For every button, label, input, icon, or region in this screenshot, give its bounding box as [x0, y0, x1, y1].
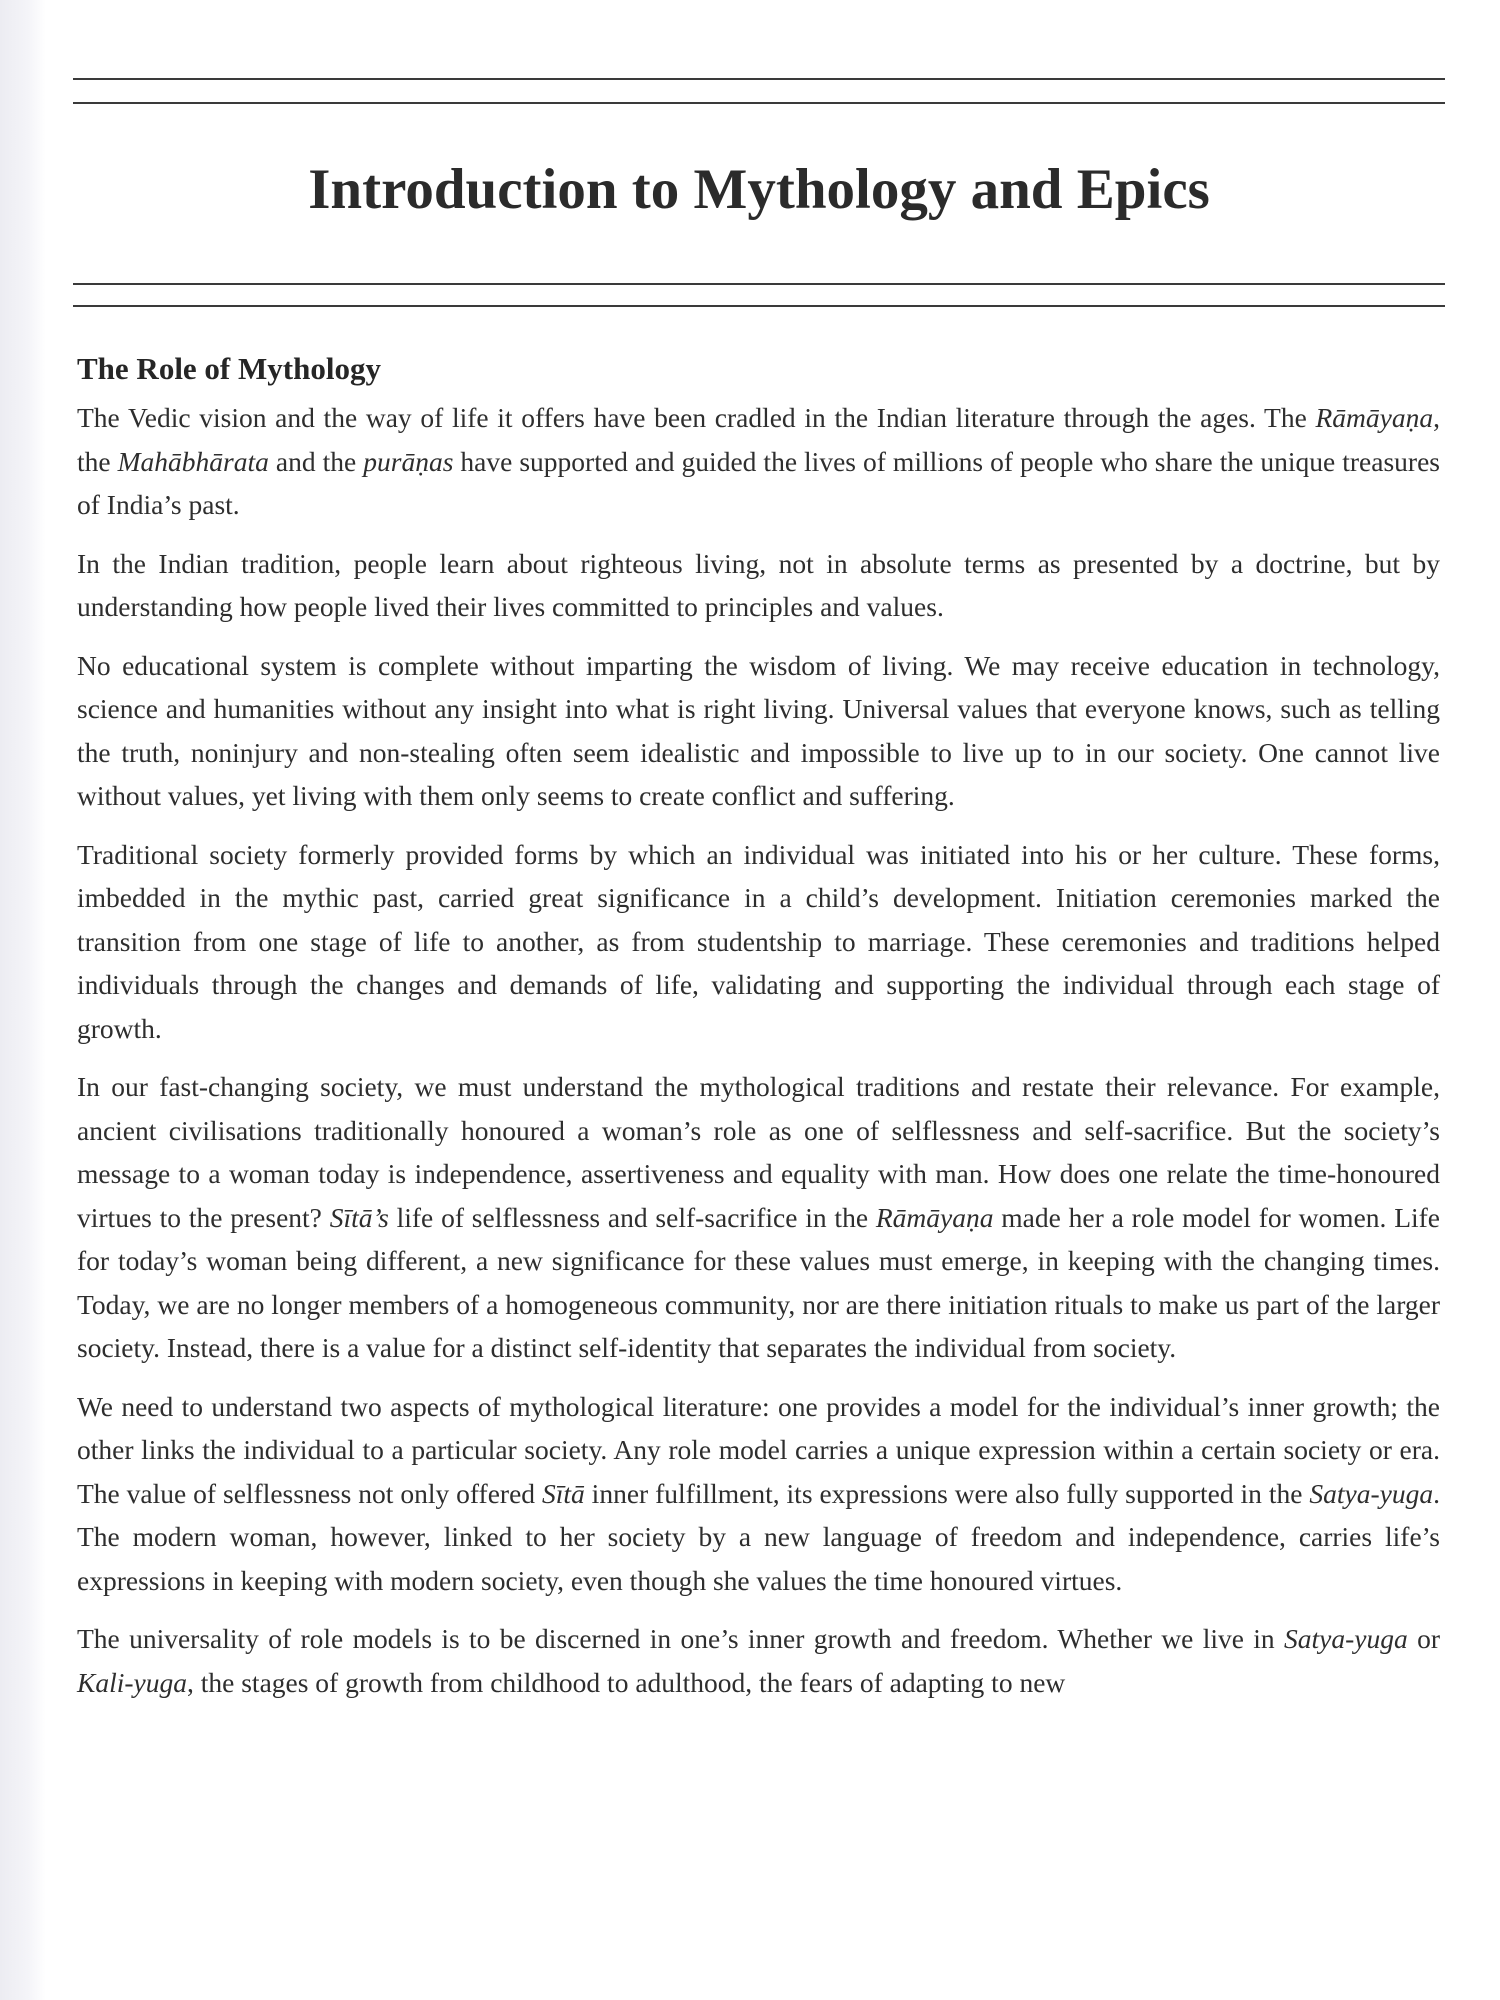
body-paragraph: [77, 396, 1440, 527]
italic-term: Sītā: [541, 1477, 585, 1509]
text-segment: inner fulfillment, its expressions were also fully supported in the: [584, 1477, 1310, 1509]
top-rule-lower: [73, 102, 1445, 104]
italic-term: Rāmāyaṇa: [1315, 402, 1434, 433]
body-paragraph: [77, 1065, 1440, 1370]
text-segment: No educational system is complete without imparting the wisdom of living. We may receive education in technology, science and humanities without any insight into what is right living. Universal values that everyone knows, such as telling the truth, noninjury and non-stealing often seem idealistic and impossible to live up to in our society. One cannot live without values, yet living with them only seems to create conflict and suffering.: [77, 649, 1440, 811]
bottom-rule-upper: [73, 283, 1445, 285]
bottom-rule-lower: [73, 305, 1445, 307]
italic-term: purāṇas: [363, 445, 454, 477]
text-segment: or: [1407, 1623, 1440, 1654]
text-segment: have supported and guided the lives of millions of people who share the unique treasures of India’s past.: [77, 445, 1440, 520]
italic-term: Sītā’s: [329, 1201, 389, 1233]
top-rule-upper: [73, 78, 1445, 80]
body-paragraph: [77, 1385, 1440, 1603]
text-segment: In our fast-changing society, we must understand the mythological traditions and restate their relevance. For example, ancient civilisations traditionally honoured a woman’s role as one of selflessness and self-sacrifice. But the society’s message to a woman today is independence, assertiveness and equality with man. How does one relate the time-honoured virtues to the present?: [77, 1071, 1440, 1233]
body-paragraph: [77, 644, 1440, 818]
text-segment: and the: [268, 445, 364, 477]
text-segment: made her a role model for women. Life for today’s woman being different, a new significance for these values must emerge, in keeping with the changing times. Today, we are no longer members of a homogeneous community, nor are there initiation rituals to make us part of the larger society. Instead, there is a value for a distinct self-identity that separates the individual from society.: [77, 1201, 1441, 1363]
italic-term: Satya-yuga: [1284, 1623, 1408, 1654]
text-segment: The universality of role models is to be discerned in one’s inner growth and freedom. Whether we live in: [77, 1623, 1285, 1654]
body-paragraph: [77, 833, 1440, 1051]
text-segment: . The modern woman, however, linked to her society by a new language of freedom and independence, carries life’s expressions in keeping with modern society, even though she values the time honoured virtues.: [77, 1477, 1440, 1596]
text-segment: In the Indian tradition, people learn about righteous living, not in absolute terms as presented by a doctrine, but by understanding how people lived their lives committed to principles and values.: [77, 547, 1440, 622]
text-segment: Traditional society formerly provided forms by which an individual was initiated into his or her culture. These forms, imbedded in the mythic past, carried great significance in a child’s development. Initiation ceremonies marked the transition from one stage of life to another, as from studentship to marriage. These ceremonies and traditions helped individuals through the changes and demands of life, validating and supporting the individual through each stage of growth.: [77, 838, 1440, 1044]
text-segment: The Vedic vision and the way of life it offers have been cradled in the Indian literature through the ages. The: [77, 402, 1316, 433]
italic-term: Kali-yuga: [77, 1666, 187, 1698]
chapter-title: Introduction to Mythology and Epics: [308, 158, 1210, 221]
text-segment: , the: [77, 402, 1440, 477]
body-paragraph: [77, 542, 1440, 629]
italic-term: Rāmāyaṇa: [875, 1201, 994, 1233]
text-segment: life of selflessness and self-sacrifice in the: [388, 1201, 876, 1233]
body-content: [77, 348, 1440, 1719]
italic-term: Satya-yuga: [1309, 1477, 1434, 1509]
body-paragraph: [77, 1617, 1440, 1704]
scan-binding-shadow: [0, 0, 46, 2000]
text-segment: We need to understand two aspects of mythological literature: one provides a model for the individual’s inner growth; the other links the individual to a particular society. Any role model carries a unique expression within a certain society or era. The value of selflessness not only offered: [77, 1390, 1440, 1509]
text-segment: , the stages of growth from childhood to adulthood, the fears of adapting to new: [187, 1666, 1066, 1698]
italic-term: Mahābhārata: [117, 445, 269, 477]
section-heading: The Role of Mythology: [77, 351, 381, 386]
paragraph-list: [77, 396, 1440, 1704]
